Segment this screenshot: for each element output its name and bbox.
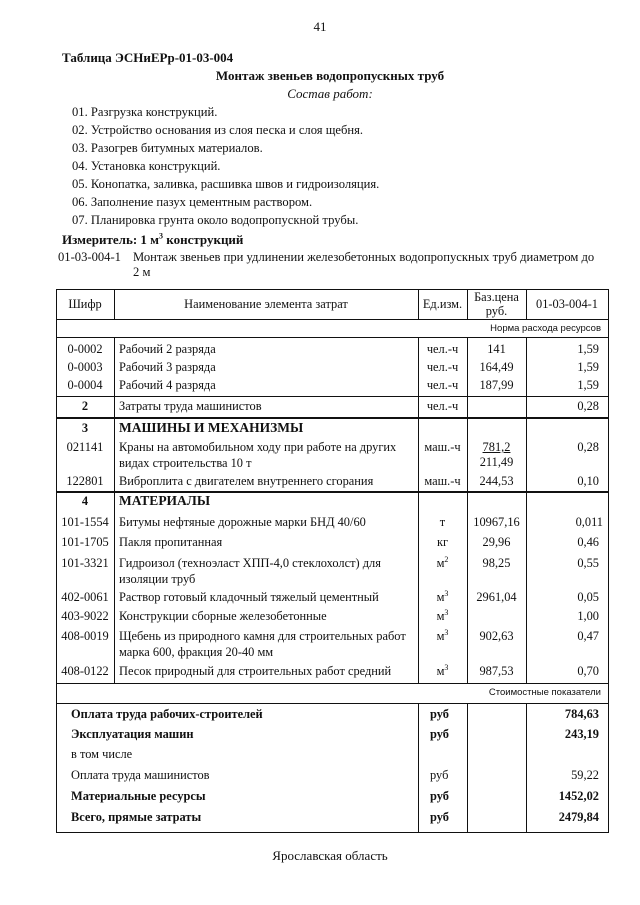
table-row-name: Конструкции сборные железобетонные xyxy=(119,609,327,623)
table-row-name: Виброплита с двигателем внутреннего сгорания xyxy=(119,474,374,488)
work-item: 02. Устройство основания из слоя песка и слоя щебня. xyxy=(72,123,364,137)
table-row-price: 98,25 xyxy=(482,556,511,570)
table-row-name-cont: марка 600, фракция 20-40 мм xyxy=(119,645,274,659)
table-row-name: Битумы нефтяные дорожные марки БНД 40/60 xyxy=(119,515,366,529)
cost-row-value: 59,22 xyxy=(571,768,599,782)
table-row-code: 0-0004 xyxy=(67,378,103,392)
cost-row-name: Оплата труда рабочих-строителей xyxy=(71,707,263,721)
cost-row-unit: руб xyxy=(430,727,449,741)
table-row-unit: $м^3$ xyxy=(436,627,449,643)
table-row-value: 0,28 xyxy=(577,440,599,454)
table-row-name: Раствор готовый кладочный тяжелый цементный xyxy=(119,590,379,604)
table-row-code: 101-1554 xyxy=(61,515,109,529)
table-row-unit: $м^2$ xyxy=(436,554,449,570)
table-row-unit: $м^3$ xyxy=(436,588,449,604)
composition-title: Состав работ: xyxy=(287,86,373,101)
table-row-price: 902,63 xyxy=(479,629,514,643)
section-title-materials: МАТЕРИАЛЫ xyxy=(119,493,211,508)
table-row-name: Пакля пропитанная xyxy=(119,535,223,549)
table-row-value: 0,011 xyxy=(575,515,603,529)
cost-row-unit: руб xyxy=(430,789,449,803)
table-row-price: 187,99 xyxy=(479,378,514,392)
table-row-value: 0,05 xyxy=(577,590,599,604)
table-row-value: 0,47 xyxy=(577,629,599,643)
page-number: 41 xyxy=(313,19,327,34)
table-row-code: 408-0122 xyxy=(61,664,109,678)
table-row-code: 021141 xyxy=(66,440,104,454)
cost-row-name: Материальные ресурсы xyxy=(71,789,206,803)
work-item: 01. Разгрузка конструкций. xyxy=(72,105,218,119)
table-row-price-alt: 211,49 xyxy=(479,455,514,469)
table-row-value: 1,59 xyxy=(577,378,599,392)
table-row-name-cont: видах строительства 10 т xyxy=(119,456,252,470)
table-row-name-cont: изоляции труб xyxy=(119,572,196,586)
table-row-code: 408-0019 xyxy=(61,629,109,643)
table-row-unit: $м^3$ xyxy=(436,607,449,623)
table-row-unit: маш.-ч xyxy=(424,474,461,488)
table-row-unit: маш.-ч xyxy=(424,440,461,454)
table-row-name: Рабочий 2 разряда xyxy=(119,342,216,356)
table-row-code: 402-0061 xyxy=(61,590,109,604)
table-row-value: 0,10 xyxy=(577,474,599,488)
table-row-price: 164,49 xyxy=(479,360,514,374)
table-row-unit: чел.-ч xyxy=(426,360,459,374)
section-code: 2 xyxy=(81,399,89,413)
section-code: 3 xyxy=(81,421,89,435)
table-row-name: Краны на автомобильном ходу при работе на других xyxy=(119,440,397,454)
header-norm: 01-03-004-1 xyxy=(536,297,598,311)
norm-code: 01-03-004-1 xyxy=(58,250,121,264)
table-row-code: 0-0003 xyxy=(67,360,103,374)
header-code: Шифр xyxy=(68,297,102,311)
table-row-code: 403-9022 xyxy=(61,609,109,623)
cost-row-value: 243,19 xyxy=(564,727,599,741)
cost-row-name: Всего, прямые затраты xyxy=(71,810,202,824)
table-row-code: 122801 xyxy=(66,474,104,488)
cost-row-unit: руб xyxy=(430,768,449,782)
measure-unit: Измеритель: 1 $м^3$ конструкций xyxy=(62,231,244,247)
table-row-code: 101-3321 xyxy=(61,556,109,570)
table-code: Таблица ЭСНиЕРр-01-03-004 xyxy=(62,50,234,65)
table-row-name: Рабочий 3 разряда xyxy=(119,360,216,374)
norm-description: Монтаж звеньев при удлинении железобетонных водопропускных труб диаметром до 2 м xyxy=(133,250,595,279)
cost-indicators-label: Стоимостные показатели xyxy=(488,687,601,698)
table-row-unit: $м^3$ xyxy=(436,662,449,678)
cost-row-value: 2479,84 xyxy=(558,810,599,824)
work-item: 07. Планировка грунта около водопропускной трубы. xyxy=(72,213,359,227)
cost-row-value: 784,63 xyxy=(564,707,599,721)
cost-row-name: Оплата труда машинистов xyxy=(71,768,210,782)
footer-region: Ярославская область xyxy=(272,848,388,863)
table-row-code: 101-1705 xyxy=(61,535,109,549)
table-row-name: Гидроизол (техноэласт ХПП-4,0 стеклохолст) для xyxy=(119,556,381,570)
table-row-price: 244,53 xyxy=(479,474,514,488)
table-row-price: 141 xyxy=(487,342,506,356)
table-row-price: 781,2 xyxy=(482,440,511,454)
table-row-unit: кг xyxy=(436,535,449,549)
table-row-price: 987,53 xyxy=(479,664,514,678)
table-row-unit: чел.-ч xyxy=(426,342,459,356)
work-item: 04. Установка конструкций. xyxy=(72,159,221,173)
cost-row-name: в том числе xyxy=(71,747,133,761)
table-row-value: 0,70 xyxy=(577,664,599,678)
table-row-price: 10967,16 xyxy=(473,515,520,529)
table-title: Монтаж звеньев водопропускных труб xyxy=(215,68,445,83)
header-price-unit: руб. xyxy=(485,304,508,318)
section-title-machines: МАШИНЫ И МЕХАНИЗМЫ xyxy=(119,420,304,435)
table-row-unit: чел.-ч xyxy=(426,399,459,413)
table-row-value: 1,59 xyxy=(577,360,599,374)
header-unit: Ед.изм. xyxy=(422,297,463,311)
table-row-unit: чел.-ч xyxy=(426,378,459,392)
table-row-value: 1,59 xyxy=(577,342,599,356)
norm-consumption-label: Норма расхода ресурсов xyxy=(490,323,601,334)
cost-row-unit: руб xyxy=(430,707,449,721)
table-row-value: 0,55 xyxy=(577,556,599,570)
header-price: Баз.цена xyxy=(474,290,519,304)
section-code: 4 xyxy=(81,494,89,508)
table-row-code: 0-0002 xyxy=(67,342,103,356)
table-row-unit: т xyxy=(439,515,446,529)
resource-table xyxy=(56,289,609,833)
table-row-name: Песок природный для строительных работ средний xyxy=(119,664,392,678)
cost-row-unit: руб xyxy=(430,810,449,824)
table-row-value: 0,28 xyxy=(577,399,599,413)
header-name: Наименование элемента затрат xyxy=(184,297,348,311)
cost-row-name: Эксплуатация машин xyxy=(71,727,194,741)
table-row-name: Рабочий 4 разряда xyxy=(119,378,216,392)
work-item: 03. Разогрев битумных материалов. xyxy=(72,141,263,155)
table-row-value: 1,00 xyxy=(577,609,599,623)
cost-row-value: 1452,02 xyxy=(558,789,599,803)
work-item: 06. Заполнение пазух цементным раствором. xyxy=(72,195,313,209)
table-row-name: Щебень из природного камня для строительных работ xyxy=(119,629,406,643)
table-row-name: Затраты труда машинистов xyxy=(119,399,262,413)
table-row-value: 0,46 xyxy=(577,535,599,549)
table-row-price: 2961,04 xyxy=(476,590,517,604)
table-row-price: 29,96 xyxy=(482,535,511,549)
work-item: 05. Конопатка, заливка, расшивка швов и гидроизоляция. xyxy=(72,177,380,191)
